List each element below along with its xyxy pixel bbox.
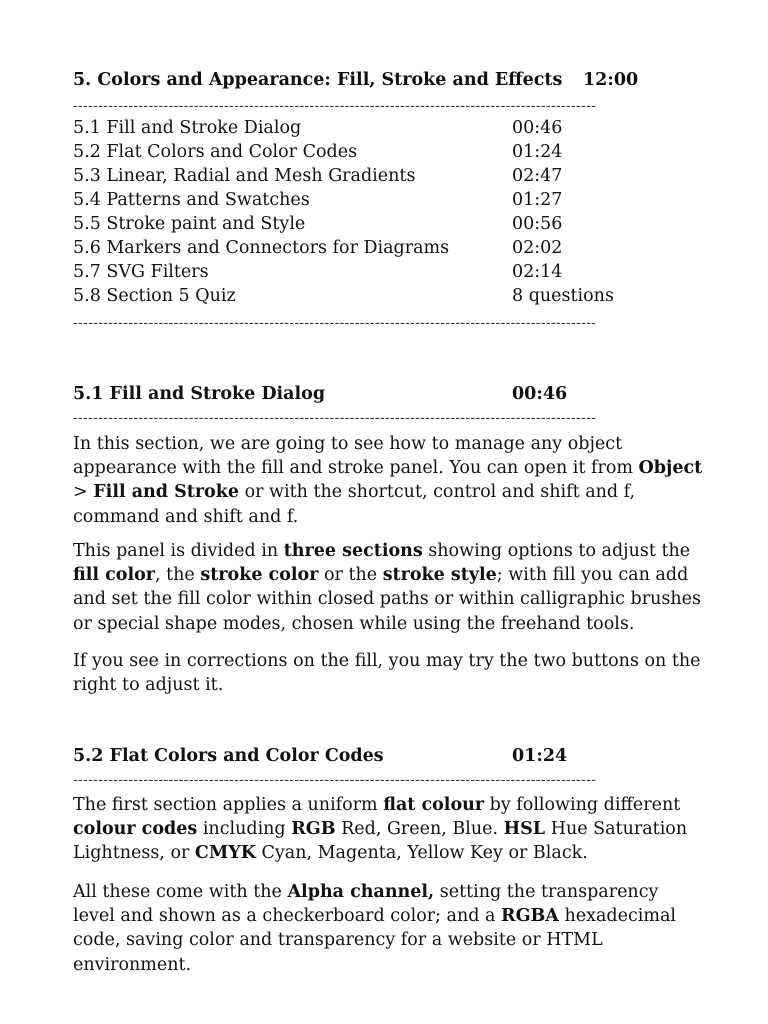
subsection-title: 5.1 Fill and Stroke Dialog xyxy=(73,384,326,404)
paragraph: This panel is divided in three sections showing options to adjust the fill color, the stroke color or the stroke style; with fill you can add and set the fill color within closed paths or within calligraphic brushes or special shape modes, chosen while using the freehand tools. xyxy=(73,541,701,634)
toc-item-time: 8 questions xyxy=(512,286,614,306)
divider: -------------------------------------------------------------------------------------------------------- xyxy=(73,772,597,788)
toc-row xyxy=(0,286,768,310)
bold-term: Object xyxy=(638,458,703,479)
subsection-duration: 00:46 xyxy=(512,384,568,404)
paragraph: In this section, we are going to see how to manage any object appearance with the fill and stroke panel. You can open it from Object > Fill and Stroke or with the shortcut, control and shift and f, command and shift and f. xyxy=(73,434,703,527)
paragraph: If you see in corrections on the fill, you may try the two buttons on the right to adjust it. xyxy=(73,651,701,696)
toc-item-time: 00:46 xyxy=(512,118,563,138)
subsection-title: 5.2 Flat Colors and Color Codes xyxy=(73,746,384,766)
toc-item-time: 00:56 xyxy=(512,214,563,234)
toc-item-time: 02:47 xyxy=(512,166,563,186)
toc-row xyxy=(0,214,768,238)
toc-row xyxy=(0,262,768,286)
paragraph: All these come with the Alpha channel, setting the transparency level and shown as a checkerboard color; and a RGBA hexadecimal code, saving color and transparency for a website or HTML environment. xyxy=(73,882,676,975)
bold-term: Fill and Stroke xyxy=(93,482,239,503)
bold-term: stroke color xyxy=(200,565,319,586)
divider: -------------------------------------------------------------------------------------------------------- xyxy=(73,410,597,426)
toc-item-time: 01:27 xyxy=(512,190,563,210)
bold-term: fill color xyxy=(73,565,155,586)
toc-row xyxy=(0,190,768,214)
toc-item-label: 5.8 Section 5 Quiz xyxy=(73,286,236,306)
toc-item-label: 5.3 Linear, Radial and Mesh Gradients xyxy=(73,166,416,186)
toc-item-time: 02:14 xyxy=(512,262,563,282)
divider: -------------------------------------------------------------------------------------------------------- xyxy=(73,315,597,331)
bold-term: RGB xyxy=(291,819,336,840)
toc-item-label: 5.5 Stroke paint and Style xyxy=(73,214,306,234)
section-title: 5. Colors and Appearance: Fill, Stroke and Effects xyxy=(73,70,563,90)
bold-term: three sections xyxy=(283,541,423,561)
bold-term: RGBA xyxy=(501,906,559,927)
toc-item-label: 5.7 SVG Filters xyxy=(73,262,209,282)
toc-item-label: 5.6 Markers and Connectors for Diagrams xyxy=(73,238,450,258)
toc-row xyxy=(0,238,768,262)
toc-row xyxy=(0,166,768,190)
divider: -------------------------------------------------------------------------------------------------------- xyxy=(73,98,597,114)
bold-term: stroke style xyxy=(382,565,497,586)
toc-item-label: 5.2 Flat Colors and Color Codes xyxy=(73,142,358,162)
bold-term: CMYK xyxy=(194,843,256,864)
subsection-duration: 01:24 xyxy=(512,746,568,766)
bold-term: Alpha channel, xyxy=(287,882,435,902)
section-duration: 12:00 xyxy=(583,70,639,90)
bold-term: HSL xyxy=(503,819,546,840)
bold-term: flat colour xyxy=(383,795,485,815)
paragraph: The first section applies a uniform flat colour by following different colour codes including RGB Red, Green, Blue. HSL Hue Saturation Lightness, or CMYK Cyan, Magenta, Yellow Key or Black. xyxy=(73,795,688,864)
toc-item-time: 01:24 xyxy=(512,142,563,162)
toc-item-label: 5.1 Fill and Stroke Dialog xyxy=(73,118,302,138)
toc-row xyxy=(0,118,768,142)
toc-item-label: 5.4 Patterns and Swatches xyxy=(73,190,310,210)
toc-item-time: 02:02 xyxy=(512,238,563,258)
bold-term: colour codes xyxy=(73,819,198,840)
toc-row xyxy=(0,142,768,166)
